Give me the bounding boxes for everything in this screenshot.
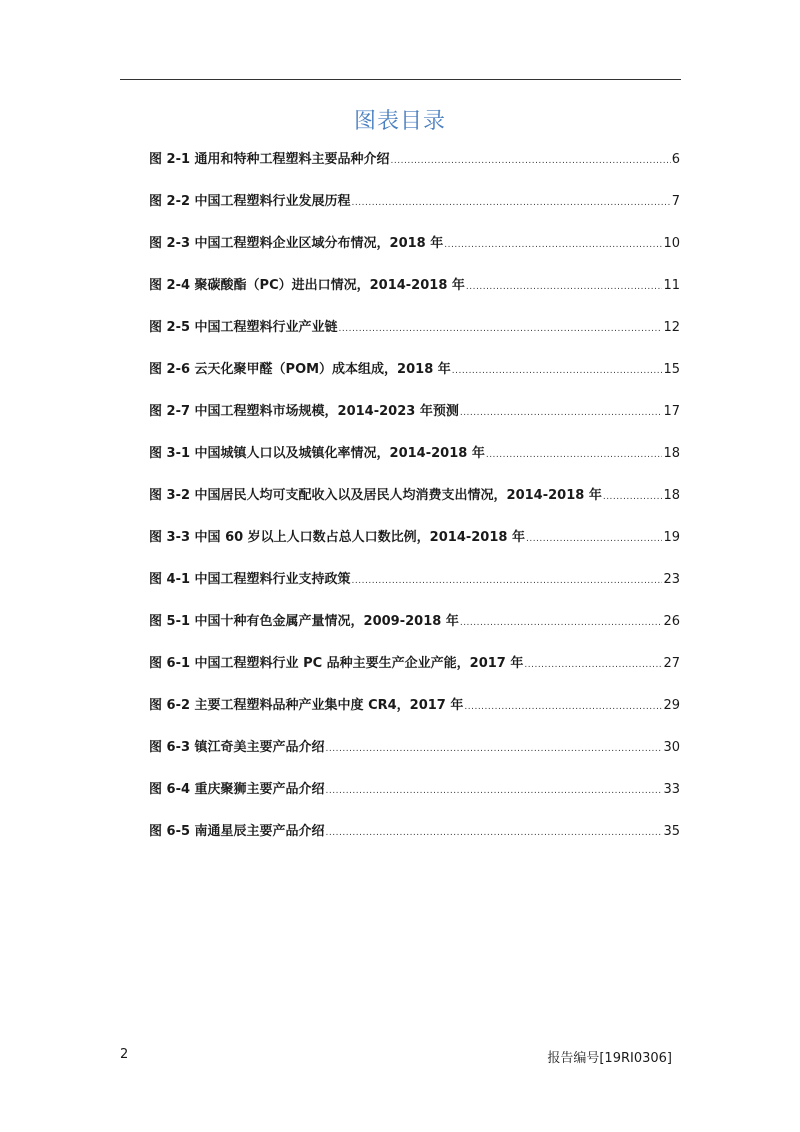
toc-entry[interactable]: [149, 612, 680, 654]
toc-dot-leader: [326, 781, 663, 801]
toc-entry[interactable]: [149, 234, 680, 276]
toc-dot-leader: [460, 403, 663, 423]
toc-entry-page: 30: [663, 740, 680, 755]
toc-entry[interactable]: [149, 276, 680, 318]
toc-dot-leader: [524, 655, 662, 675]
toc-entry[interactable]: [149, 822, 680, 864]
toc-entry-label: 图 6-4 重庆聚狮主要产品介绍: [149, 782, 325, 797]
toc-entry[interactable]: [149, 150, 680, 192]
toc-entry-label: 图 2-3 中国工程塑料企业区域分布情况，2018 年: [149, 236, 444, 251]
toc-dot-leader: [486, 445, 663, 465]
toc-dot-leader: [352, 571, 663, 591]
toc-entry-label: 图 3-1 中国城镇人口以及城镇化率情况，2014-2018 年: [149, 446, 485, 461]
toc-entry-page: 18: [663, 446, 680, 461]
footer-report-code: 报告编号[19RI0306]: [547, 1051, 672, 1066]
toc-entry-label: 图 6-5 南通星辰主要产品介绍: [149, 824, 325, 839]
toc-entry-label: 图 2-5 中国工程塑料行业产业链: [149, 320, 338, 335]
toc-dot-leader: [526, 529, 662, 549]
toc-dot-leader: [326, 739, 663, 759]
toc-entry-label: 图 3-3 中国 60 岁以上人口数占总人口数比例，2014-2018 年: [149, 530, 525, 545]
toc-entry-page: 33: [663, 782, 680, 797]
toc-entry-page: 11: [663, 278, 680, 293]
toc-entry-label: 图 6-3 镇江奇美主要产品介绍: [149, 740, 325, 755]
toc-entry-page: 19: [663, 530, 680, 545]
toc-entry-label: 图 2-1 通用和特种工程塑料主要品种介绍: [149, 152, 390, 167]
toc-entry-page: 7: [671, 194, 680, 209]
toc-entry[interactable]: [149, 318, 680, 360]
toc-entry-page: 17: [663, 404, 680, 419]
toc-dot-leader: [326, 823, 663, 843]
toc-entry[interactable]: [149, 486, 680, 528]
toc-entry-page: 26: [663, 614, 680, 629]
toc-entry-page: 27: [663, 656, 680, 671]
toc-entry-page: 23: [663, 572, 680, 587]
toc-entry-label: 图 2-6 云天化聚甲醛（POM）成本组成，2018 年: [149, 362, 451, 377]
toc-entry-label: 图 3-2 中国居民人均可支配收入以及居民人均消费支出情况，2014-2018 年: [149, 488, 602, 503]
toc-entry[interactable]: [149, 738, 680, 780]
toc-entry-page: 10: [663, 236, 680, 251]
toc-entry-label: 图 6-2 主要工程塑料品种产业集中度 CR4，2017 年: [149, 698, 464, 713]
toc-entry[interactable]: [149, 402, 680, 444]
toc-entry[interactable]: [149, 528, 680, 570]
header-rule: [120, 79, 681, 80]
toc-entry-page: 15: [663, 362, 680, 377]
toc-dot-leader: [352, 193, 671, 213]
toc-title: 图表目录: [353, 109, 446, 134]
toc-entry[interactable]: [149, 192, 680, 234]
toc-entry[interactable]: [149, 780, 680, 822]
toc-entry[interactable]: [149, 360, 680, 402]
toc-entry[interactable]: [149, 444, 680, 486]
toc-list: [149, 150, 680, 864]
toc-entry-label: 图 2-4 聚碳酸酯（PC）进出口情况，2014-2018 年: [149, 278, 465, 293]
toc-dot-leader: [603, 487, 663, 507]
toc-dot-leader: [466, 277, 663, 297]
toc-entry-label: 图 6-1 中国工程塑料行业 PC 品种主要生产企业产能，2017 年: [149, 656, 524, 671]
toc-entry-page: 18: [663, 488, 680, 503]
toc-entry-page: 35: [663, 824, 680, 839]
toc-entry-label: 图 2-7 中国工程塑料市场规模，2014-2023 年预测: [149, 404, 459, 419]
footer-page-number: 2: [120, 1047, 129, 1062]
toc-entry-label: 图 4-1 中国工程塑料行业支持政策: [149, 572, 351, 587]
toc-entry-label: 图 2-2 中国工程塑料行业发展历程: [149, 194, 351, 209]
toc-entry[interactable]: [149, 696, 680, 738]
toc-dot-leader: [339, 319, 663, 339]
toc-dot-leader: [464, 697, 662, 717]
toc-entry-page: 6: [671, 152, 680, 167]
toc-dot-leader: [444, 235, 662, 255]
toc-dot-leader: [460, 613, 663, 633]
toc-entry-page: 12: [663, 320, 680, 335]
toc-dot-leader: [452, 361, 663, 381]
toc-entry-label: 图 5-1 中国十种有色金属产量情况，2009-2018 年: [149, 614, 459, 629]
toc-dot-leader: [391, 151, 671, 171]
toc-entry[interactable]: [149, 654, 680, 696]
toc-entry-page: 29: [663, 698, 680, 713]
toc-entry[interactable]: [149, 570, 680, 612]
